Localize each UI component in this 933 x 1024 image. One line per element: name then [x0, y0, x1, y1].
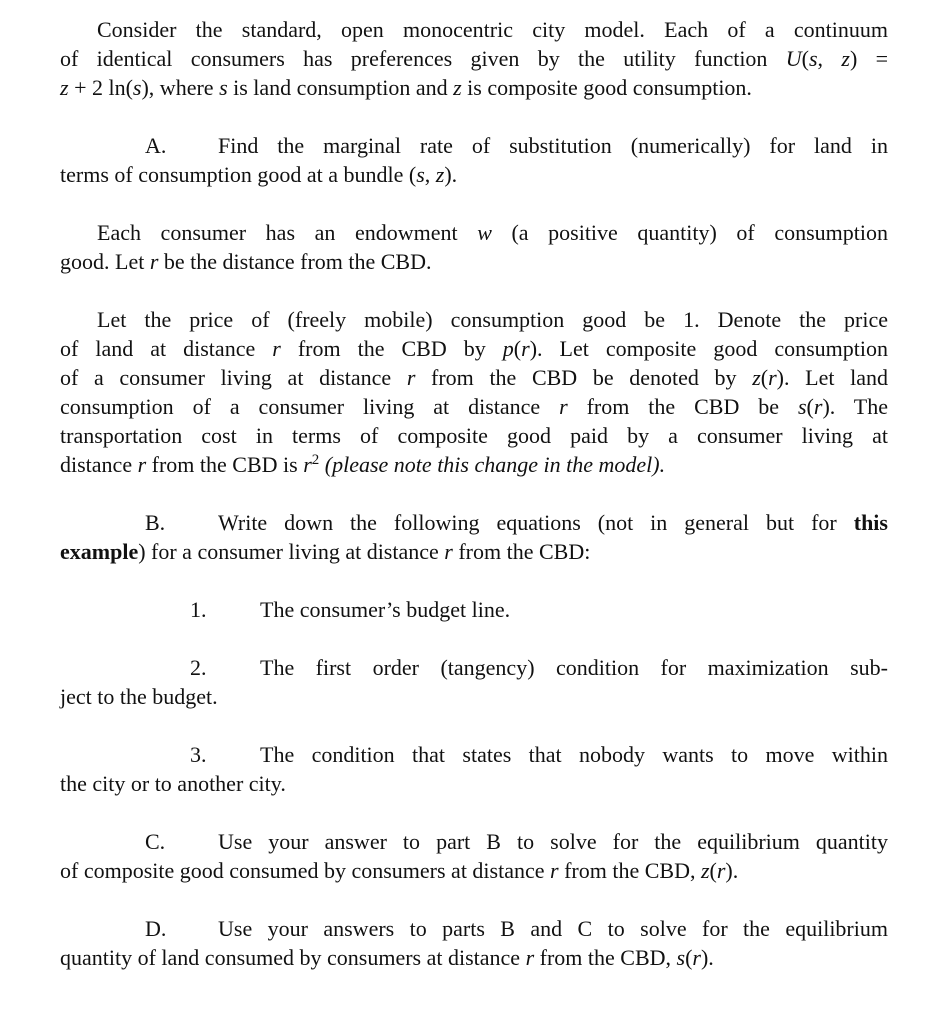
text-segment: The consumer’s budget line. — [260, 597, 511, 622]
part-label: A. — [145, 133, 167, 158]
math-variable: r — [768, 365, 777, 390]
text-segment: this — [853, 510, 888, 535]
text-line — [60, 682, 888, 711]
text-line — [60, 421, 888, 450]
math-variable: p — [502, 336, 514, 361]
math-variable: r — [692, 945, 701, 970]
text-segment: terms of consumption good at a bundle ( — [60, 162, 417, 187]
text-segment: ( — [806, 394, 814, 419]
text-segment: from the CBD be — [567, 394, 798, 419]
text-line — [60, 827, 888, 856]
text-segment: the city or to another city. — [60, 771, 286, 796]
part-label: 1. — [190, 597, 207, 622]
text-segment: , — [817, 46, 842, 71]
text-segment: from the CBD, — [558, 858, 701, 883]
math-variable: r — [406, 365, 416, 390]
math-exponent: 2 — [311, 452, 320, 468]
math-variable: z — [700, 858, 710, 883]
text-segment: ( — [709, 858, 717, 883]
text-line — [60, 247, 888, 276]
text-line — [60, 769, 888, 798]
math-variable: z — [60, 75, 69, 100]
paragraph — [60, 218, 888, 276]
math-variable: s — [676, 945, 686, 970]
math-variable: s — [132, 75, 142, 100]
math-variable: s — [416, 162, 425, 187]
text-segment: Consider the standard, open monocentric city model. Each of a continuum — [97, 17, 888, 42]
math-variable: r — [525, 945, 535, 970]
text-segment: from the CBD: — [452, 539, 591, 564]
text-segment: ( — [760, 365, 769, 390]
math-variable: r — [303, 452, 312, 477]
text-segment: quantity of land consumed by consumers at distance — [60, 945, 526, 970]
text-segment: Write down the following equations (not in general but for — [218, 510, 854, 535]
text-segment: good. Let — [60, 249, 150, 274]
text-segment: transportation cost in terms of composite good paid by a consumer living at — [60, 423, 888, 448]
text-segment: ). Let land — [776, 365, 888, 390]
text-segment: (a positive quantity) of consumption — [491, 220, 888, 245]
text-segment: ). — [700, 945, 714, 970]
math-variable: r — [149, 249, 159, 274]
text-segment: ), where — [141, 75, 220, 100]
text-segment: ( — [801, 46, 809, 71]
math-variable: r — [813, 394, 823, 419]
problem-document — [60, 15, 888, 1001]
text-line — [60, 218, 888, 247]
math-variable: r — [559, 394, 568, 419]
text-segment: , — [424, 162, 436, 187]
text-segment: The first order (tangency) condition for maximization sub- — [260, 655, 888, 680]
text-segment: of land at distance — [60, 336, 273, 361]
text-segment: Find the marginal rate of substitution (numerically) for land in — [218, 133, 888, 158]
paragraph — [60, 305, 888, 479]
text-line — [60, 595, 888, 624]
part-label: 2. — [190, 655, 207, 680]
text-segment: The condition that states that nobody wants to move within — [260, 742, 888, 767]
text-line — [60, 914, 888, 943]
text-segment: from the CBD by — [280, 336, 503, 361]
text-segment: of a consumer living at distance — [60, 365, 407, 390]
text-line — [60, 305, 888, 334]
text-segment: ( — [513, 336, 522, 361]
text-segment: distance — [60, 452, 138, 477]
math-variable: U — [785, 46, 802, 71]
text-line — [60, 73, 888, 102]
math-variable: z — [453, 75, 462, 100]
text-segment: ). — [444, 162, 458, 187]
text-line — [60, 44, 888, 73]
question-part-2 — [60, 653, 888, 711]
text-line — [60, 740, 888, 769]
text-segment: (please note this change in the model). — [319, 452, 666, 477]
text-line — [60, 131, 888, 160]
math-variable: w — [477, 220, 492, 245]
text-line — [60, 160, 888, 189]
question-part-3 — [60, 740, 888, 798]
text-segment: Use your answers to parts B and C to solve for the equilibrium — [218, 916, 888, 941]
text-segment: ). — [725, 858, 739, 883]
part-label: C. — [145, 829, 166, 854]
text-segment: be the distance from the CBD. — [158, 249, 432, 274]
text-segment: of composite good consumed by consumers at distance — [60, 858, 551, 883]
math-variable: r — [521, 336, 530, 361]
text-line — [60, 15, 888, 44]
math-variable: z — [841, 46, 850, 71]
text-segment: ject to the budget. — [60, 684, 218, 709]
question-part-a — [60, 131, 888, 189]
math-variable: r — [444, 539, 453, 564]
text-segment: from the CBD, — [534, 945, 677, 970]
text-line — [60, 392, 888, 421]
text-line — [60, 334, 888, 363]
math-variable: z — [435, 162, 445, 187]
text-segment: ). Let composite good consumption — [529, 336, 888, 361]
text-segment: is land consumption and — [227, 75, 454, 100]
question-part-1 — [60, 595, 888, 624]
text-segment: ) = — [849, 46, 888, 71]
text-segment: ( — [685, 945, 693, 970]
math-variable: s — [797, 394, 807, 419]
text-line — [60, 653, 888, 682]
text-line — [60, 363, 888, 392]
paragraph — [60, 15, 888, 102]
question-part-d — [60, 914, 888, 972]
text-line — [60, 943, 888, 972]
text-segment: of identical consumers has preferences given by the utility function — [60, 46, 786, 71]
text-segment: is composite good consumption. — [461, 75, 752, 100]
math-variable: r — [716, 858, 726, 883]
text-line — [60, 856, 888, 885]
text-segment: from the CBD be denoted by — [415, 365, 753, 390]
math-variable: z — [752, 365, 761, 390]
text-line — [60, 450, 888, 479]
text-segment: example — [60, 539, 139, 564]
math-variable: s — [808, 46, 818, 71]
question-part-c — [60, 827, 888, 885]
question-part-b — [60, 508, 888, 566]
math-variable: s — [219, 75, 228, 100]
text-segment: Each consumer has an endowment — [97, 220, 478, 245]
text-line — [60, 537, 888, 566]
text-segment: from the CBD is — [146, 452, 304, 477]
text-segment: Use your answer to part B to solve for the equilibrium quantity — [218, 829, 888, 854]
part-label: 3. — [190, 742, 207, 767]
math-variable: r — [137, 452, 147, 477]
text-segment: + 2 ln( — [68, 75, 133, 100]
text-segment: consumption of a consumer living at distance — [60, 394, 560, 419]
math-variable: r — [550, 858, 559, 883]
text-segment: ). The — [822, 394, 889, 419]
part-label: D. — [145, 916, 167, 941]
text-segment: ) for a consumer living at distance — [138, 539, 445, 564]
math-variable: r — [272, 336, 281, 361]
text-line — [60, 508, 888, 537]
text-segment: Let the price of (freely mobile) consumption good be 1. Denote the price — [97, 307, 888, 332]
part-label: B. — [145, 510, 166, 535]
